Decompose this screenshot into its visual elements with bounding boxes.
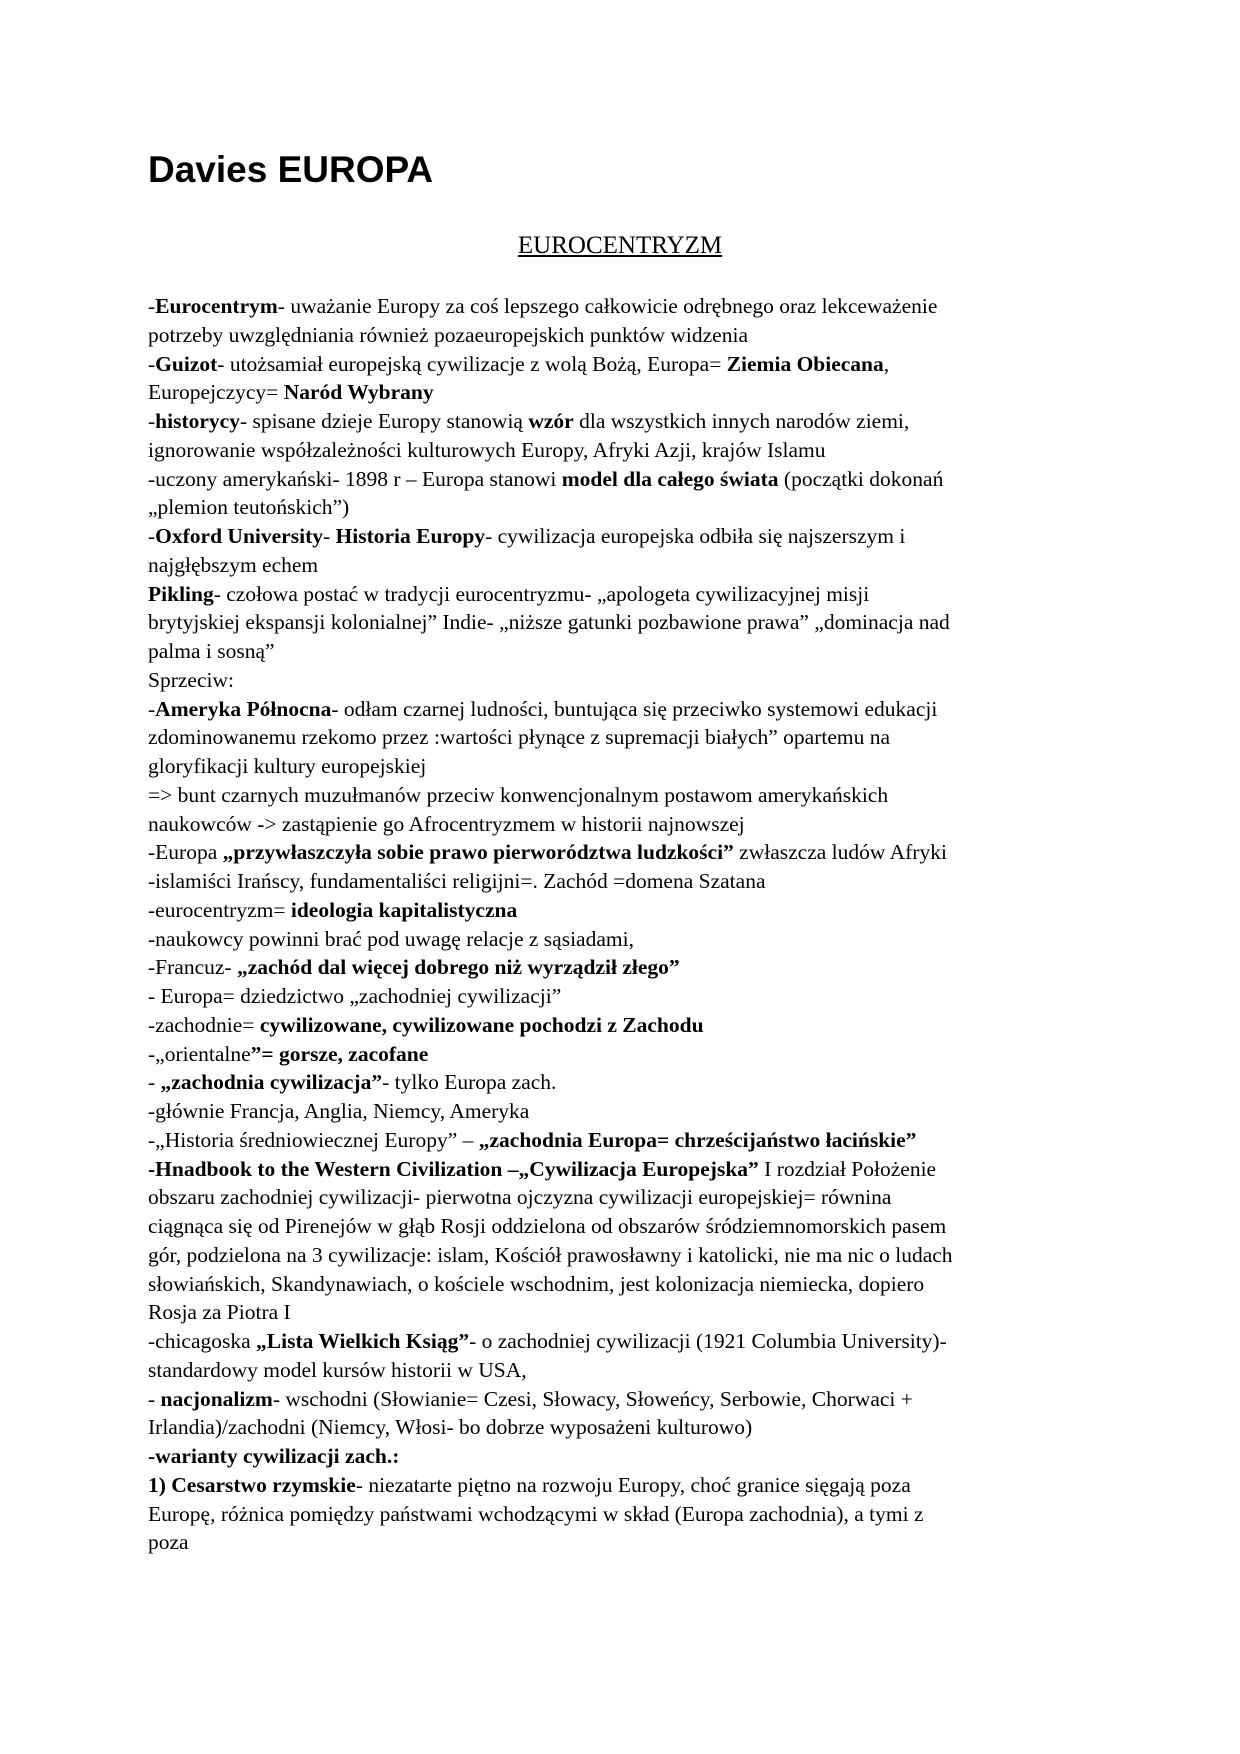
text-run: obszaru zachodniej cywilizacji- pierwotna ojczyzna cywilizacji europejskiej= równina bbox=[148, 1185, 892, 1210]
text-run: - bbox=[148, 524, 156, 548]
text-line bbox=[148, 407, 1098, 436]
text-run: Europejczycy= bbox=[148, 380, 284, 405]
text-run: -islamiści Irańscy, fundamentaliści religijni=. Zachód =domena Szatana bbox=[148, 869, 766, 893]
bold-text-run: Oxford University bbox=[155, 524, 323, 548]
text-run: ciągnąca się od Pirenejów w głąb Rosji oddzielona od obszarów śródziemnomorskich pasem bbox=[148, 1214, 947, 1238]
text-run: (początki dokonań bbox=[778, 466, 944, 491]
bold-text-run: model dla całego świata bbox=[561, 466, 779, 491]
text-line bbox=[148, 580, 1098, 609]
text-line bbox=[148, 1212, 1098, 1241]
text-run: I rozdział Położenie bbox=[758, 1156, 937, 1181]
text-line bbox=[148, 925, 1098, 954]
text-run: brytyjskiej ekspansji kolonialnej” Indie- „niższe gatunki pozbawione prawa” „dominacja nad bbox=[148, 610, 950, 635]
text-line bbox=[148, 1183, 1098, 1212]
text-run: - bbox=[148, 696, 156, 721]
bold-text-run: „zachód dal więcej dobrego niż wyrządził złego” bbox=[236, 955, 680, 980]
bold-text-run: „przywłaszczyła sobie prawo pierworództwa ludzkości” bbox=[222, 840, 734, 865]
text-run: -Europa bbox=[148, 840, 223, 865]
text-line bbox=[148, 1298, 1098, 1327]
text-line bbox=[148, 1471, 1098, 1500]
text-line bbox=[148, 522, 1098, 551]
text-line bbox=[148, 1385, 1098, 1414]
text-run: Irlandia)/zachodni (Niemcy, Włosi- bo dobrze wyposażeni kulturowo) bbox=[148, 1415, 753, 1440]
text-line bbox=[148, 637, 1098, 666]
text-line bbox=[148, 350, 1098, 379]
text-run: palma i sosną” bbox=[148, 639, 275, 663]
text-run: -głównie Francja, Anglia, Niemcy, Ameryka bbox=[148, 1099, 530, 1123]
text-line bbox=[148, 953, 1098, 982]
bold-text-run: Eurocentrym bbox=[155, 294, 278, 318]
text-run: - cywilizacja europejska odbiła się najszerszym i bbox=[485, 524, 906, 548]
text-line bbox=[148, 465, 1098, 494]
text-line bbox=[148, 1040, 1098, 1069]
text-line bbox=[148, 781, 1098, 810]
text-line bbox=[148, 1528, 1098, 1557]
text-run: -uczony amerykański- 1898 r – Europa stanowi bbox=[148, 466, 562, 491]
text-line bbox=[148, 752, 1098, 781]
bold-text-run: Ameryka Północna bbox=[155, 696, 332, 721]
text-run: - bbox=[148, 351, 156, 376]
text-run: potrzeby uwzględniania również pozaeuropejskich punktów widzenia bbox=[148, 322, 748, 347]
bold-text-run: ”= gorsze, zacofane bbox=[250, 1041, 429, 1066]
text-line bbox=[148, 321, 1098, 350]
text-run: - bbox=[148, 294, 156, 318]
text-run: poza bbox=[148, 1530, 189, 1555]
text-line bbox=[148, 666, 1098, 695]
text-run: naukowców -> zastąpienie go Afrocentryzmem w historii najnowszej bbox=[148, 811, 745, 836]
text-run: Sprzeciw: bbox=[148, 667, 234, 692]
text-run: najgłębszym echem bbox=[148, 552, 319, 577]
bold-text-run: ideologia kapitalistyczna bbox=[290, 897, 518, 922]
bold-text-run: „zachodnia cywilizacja” bbox=[160, 1070, 383, 1095]
document-title: Davies EUROPA bbox=[148, 149, 434, 190]
bold-text-run: Ziemia Obiecana bbox=[726, 351, 884, 376]
text-run: gloryfikacji kultury europejskiej bbox=[148, 754, 427, 778]
text-line bbox=[148, 1097, 1098, 1126]
text-line bbox=[148, 810, 1098, 839]
text-line bbox=[148, 896, 1098, 925]
text-line bbox=[148, 551, 1098, 580]
text-line bbox=[148, 1413, 1098, 1442]
text-run: - bbox=[148, 409, 156, 433]
text-run: Rosja za Piotra I bbox=[148, 1300, 291, 1325]
text-run: zdominowanemu rzekomo przez :wartości płynące z supremacji białych” opartemu na bbox=[148, 725, 891, 750]
text-run: -„orientalne bbox=[148, 1041, 251, 1066]
text-run: - Europa= dziedzictwo „zachodniej cywilizacji” bbox=[148, 984, 562, 1008]
bold-text-run: wzór bbox=[528, 409, 574, 433]
text-run: - odłam czarnej ludności, buntująca się przeciwko systemowi edukacji bbox=[331, 696, 938, 721]
bold-text-run: „Lista Wielkich Ksiąg” bbox=[256, 1329, 470, 1353]
text-run: ignorowanie współzależności kulturowych Europy, Afryki Azji, krajów Islamu bbox=[148, 437, 826, 462]
text-run: -eurocentryzm= bbox=[148, 897, 291, 922]
text-line bbox=[148, 1356, 1098, 1385]
text-run: -naukowcy powinni brać pod uwagę relacje z sąsiadami, bbox=[148, 926, 634, 951]
bold-text-run: -Hnadbook to the Western Civilization –„Cywilizacja Europejska” bbox=[148, 1156, 759, 1181]
text-line bbox=[148, 1241, 1098, 1270]
text-run: - bbox=[322, 524, 336, 548]
text-line bbox=[148, 1155, 1098, 1184]
text-line bbox=[148, 723, 1098, 752]
bold-text-run: 1) Cesarstwo rzymskie bbox=[148, 1472, 356, 1497]
text-run: - tylko Europa zach. bbox=[382, 1070, 557, 1095]
text-run: => bunt czarnych muzułmanów przeciw konwencjonalnym postawom amerykańskich bbox=[148, 782, 889, 807]
text-run: - wschodni (Słowianie= Czesi, Słowacy, Słoweńcy, Serbowie, Chorwaci + bbox=[272, 1386, 913, 1411]
text-line bbox=[148, 1270, 1098, 1299]
text-line bbox=[148, 695, 1098, 724]
text-run: - bbox=[148, 1070, 161, 1095]
text-line bbox=[148, 378, 1098, 407]
text-line bbox=[148, 1442, 1098, 1471]
text-run: - czołowa postać w tradycji eurocentryzmu- „apologeta cywilizacyjnej misji bbox=[213, 581, 870, 606]
text-line bbox=[148, 982, 1098, 1011]
text-run: - bbox=[148, 1386, 161, 1411]
bold-text-run: cywilizowane, cywilizowane pochodzi z Zachodu bbox=[259, 1012, 704, 1037]
text-run: standardowy model kursów historii w USA, bbox=[148, 1357, 527, 1382]
text-run: - utożsamiał europejską cywilizacje z wolą Bożą, Europa= bbox=[217, 351, 727, 376]
bold-text-run: Pikling bbox=[148, 581, 214, 606]
text-line bbox=[148, 838, 1098, 867]
text-run: -Francuz- bbox=[148, 955, 237, 980]
text-run: gór, podzielona na 3 cywilizacje: islam, Kościół prawosławny i katolicki, nie ma nic o ludach bbox=[148, 1242, 953, 1267]
text-run: - niezatarte piętno na rozwoju Europy, choć granice sięgają poza bbox=[355, 1472, 911, 1497]
text-run: dla wszystkich innych narodów ziemi, bbox=[573, 409, 910, 433]
bold-text-run: nacjonalizm bbox=[160, 1386, 273, 1411]
section-heading: EUROCENTRYZM bbox=[517, 232, 723, 259]
text-run: - spisane dzieje Europy stanowią bbox=[239, 409, 529, 433]
text-line bbox=[148, 867, 1098, 896]
text-line bbox=[148, 1011, 1098, 1040]
text-run: , bbox=[883, 351, 890, 376]
text-run: -„Historia średniowiecznej Europy” – bbox=[148, 1127, 479, 1152]
text-line bbox=[148, 493, 1098, 522]
text-line bbox=[148, 1068, 1098, 1097]
text-run: zwłaszcza ludów Afryki bbox=[733, 840, 947, 865]
text-line bbox=[148, 1500, 1098, 1529]
text-line bbox=[148, 436, 1098, 465]
document-body bbox=[148, 292, 1098, 1557]
text-line bbox=[148, 608, 1098, 637]
text-run: -zachodnie= bbox=[148, 1012, 260, 1037]
bold-text-run: historycy bbox=[155, 409, 240, 433]
bold-text-run: -warianty cywilizacji zach.: bbox=[148, 1444, 400, 1468]
text-run: - uważanie Europy za coś lepszego całkowicie odrębnego oraz lekceważenie bbox=[277, 294, 938, 318]
text-run: -chicagoska bbox=[148, 1329, 257, 1353]
text-run: - o zachodniej cywilizacji (1921 Columbia University)- bbox=[469, 1329, 947, 1353]
bold-text-run: Historia Europy bbox=[335, 524, 486, 548]
bold-text-run: Guizot bbox=[155, 351, 218, 376]
bold-text-run: „zachodnia Europa= chrześcijaństwo łacińskie” bbox=[478, 1127, 917, 1152]
text-line bbox=[148, 1327, 1098, 1356]
text-run: „plemion teutońskich”) bbox=[148, 495, 350, 520]
text-run: słowiańskich, Skandynawiach, o kościele wschodnim, jest kolonizacja niemiecka, dopiero bbox=[148, 1271, 925, 1296]
text-line bbox=[148, 292, 1098, 321]
text-line bbox=[148, 1126, 1098, 1155]
bold-text-run: Naród Wybrany bbox=[283, 380, 434, 405]
text-run: Europę, różnica pomiędzy państwami wchodzącymi w skład (Europa zachodnia), a tymi z bbox=[148, 1501, 924, 1526]
